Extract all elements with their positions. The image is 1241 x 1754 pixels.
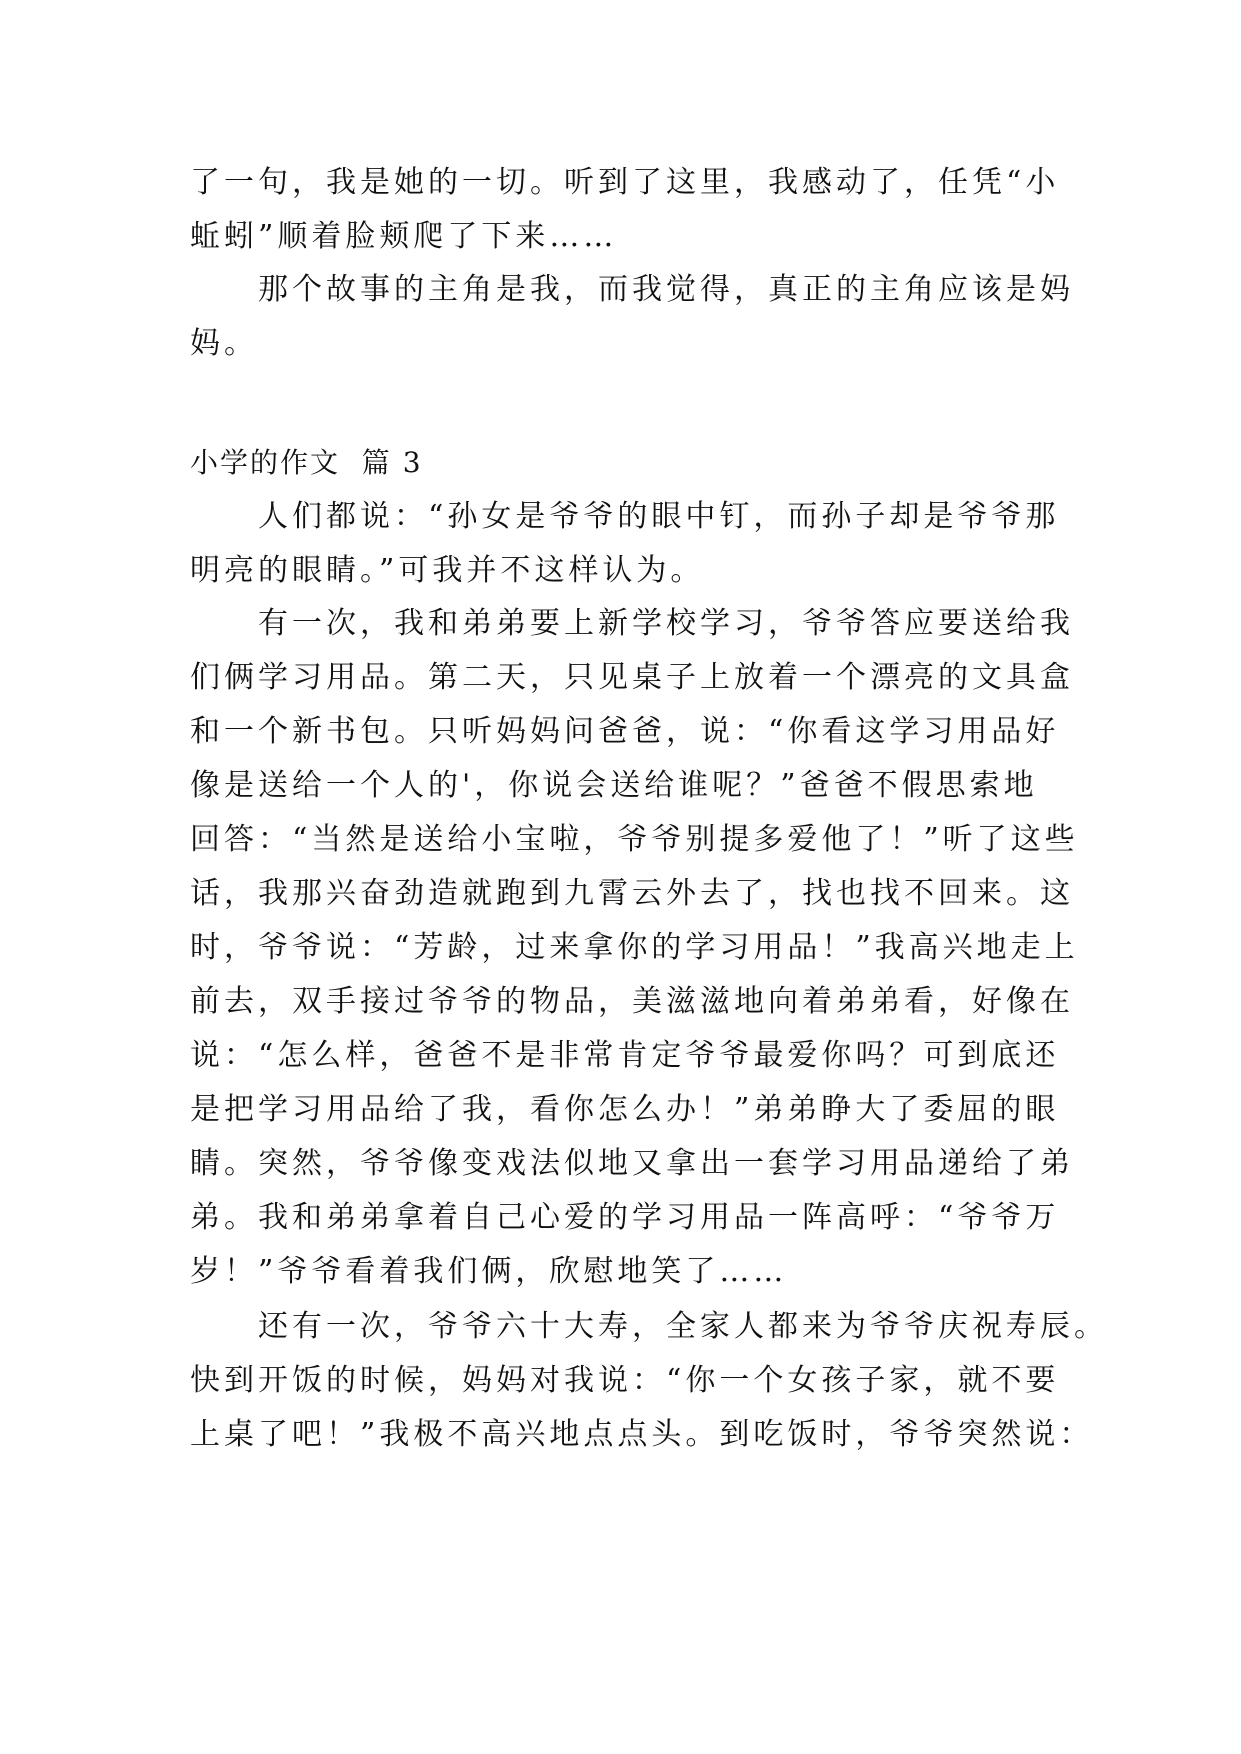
text-line: 妈。 [190,326,258,361]
text-line: 还有一次，爷爷六十大寿，全家人都来为爷爷庆祝寿辰。 [190,1309,1108,1344]
text-line: 上桌了吧！”我极不高兴地点点头。到吃饭时，爷爷突然说： [190,1417,1094,1452]
text-line: 岁！”爷爷看着我们俩，欣慰地笑了…… [190,1254,788,1289]
text-line: 了一句，我是她的一切。听到了这里，我感动了，任凭“小 [190,165,1060,200]
text-line: 明亮的眼睛。”可我并不这样认为。 [190,553,705,588]
text-line: 时，爷爷说：“芳龄，过来拿你的学习用品！”我高兴地走上 [190,930,1079,965]
text-line: 弟。我和弟弟拿着自己心爱的学习用品一阵高呼：“爷爷万 [190,1200,1060,1235]
text-line: 快到开饭的时候，妈妈对我说：“你一个女孩子家，就不要 [190,1363,1060,1398]
text-line: 睛。突然，爷爷像变戏法似地又拿出一套学习用品递给了弟 [190,1146,1074,1181]
text-line: 说：“怎么样，爸爸不是非常肯定爷爷最爱你吗？可到底还 [190,1038,1060,1073]
text-line: 话，我那兴奋劲造就跑到九霄云外去了，找也找不回来。这 [190,876,1074,911]
text-line: 蚯蚓”顺着脸颊爬了下来…… [190,219,618,254]
text-line: 像是送给一个人的'，你说会送给谁呢？”爸爸不假思索地 [190,768,1038,803]
text-line: 回答：“当然是送给小宝啦，爷爷别提多爱他了！”听了这些 [190,822,1079,857]
text-line: 是把学习用品给了我，看你怎么办！”弟弟睁大了委屈的眼 [190,1092,1060,1127]
section-heading: 小学的作文 篇 3 [190,446,423,479]
text-line: 人们都说：“孙女是爷爷的眼中钉，而孙子却是爷爷那 [190,499,1060,534]
text-line: 前去，双手接过爷爷的物品，美滋滋地向着弟弟看，好像在 [190,984,1074,1019]
text-line: 有一次，我和弟弟要上新学校学习，爷爷答应要送给我 [190,606,1074,641]
text-line: 和一个新书包。只听妈妈问爸爸，说：“你看这学习用品好 [190,714,1060,749]
text-line: 那个故事的主角是我，而我觉得，真正的主角应该是妈 [190,272,1074,307]
text-line: 们俩学习用品。第二天，只见桌子上放着一个漂亮的文具盒 [190,660,1074,695]
